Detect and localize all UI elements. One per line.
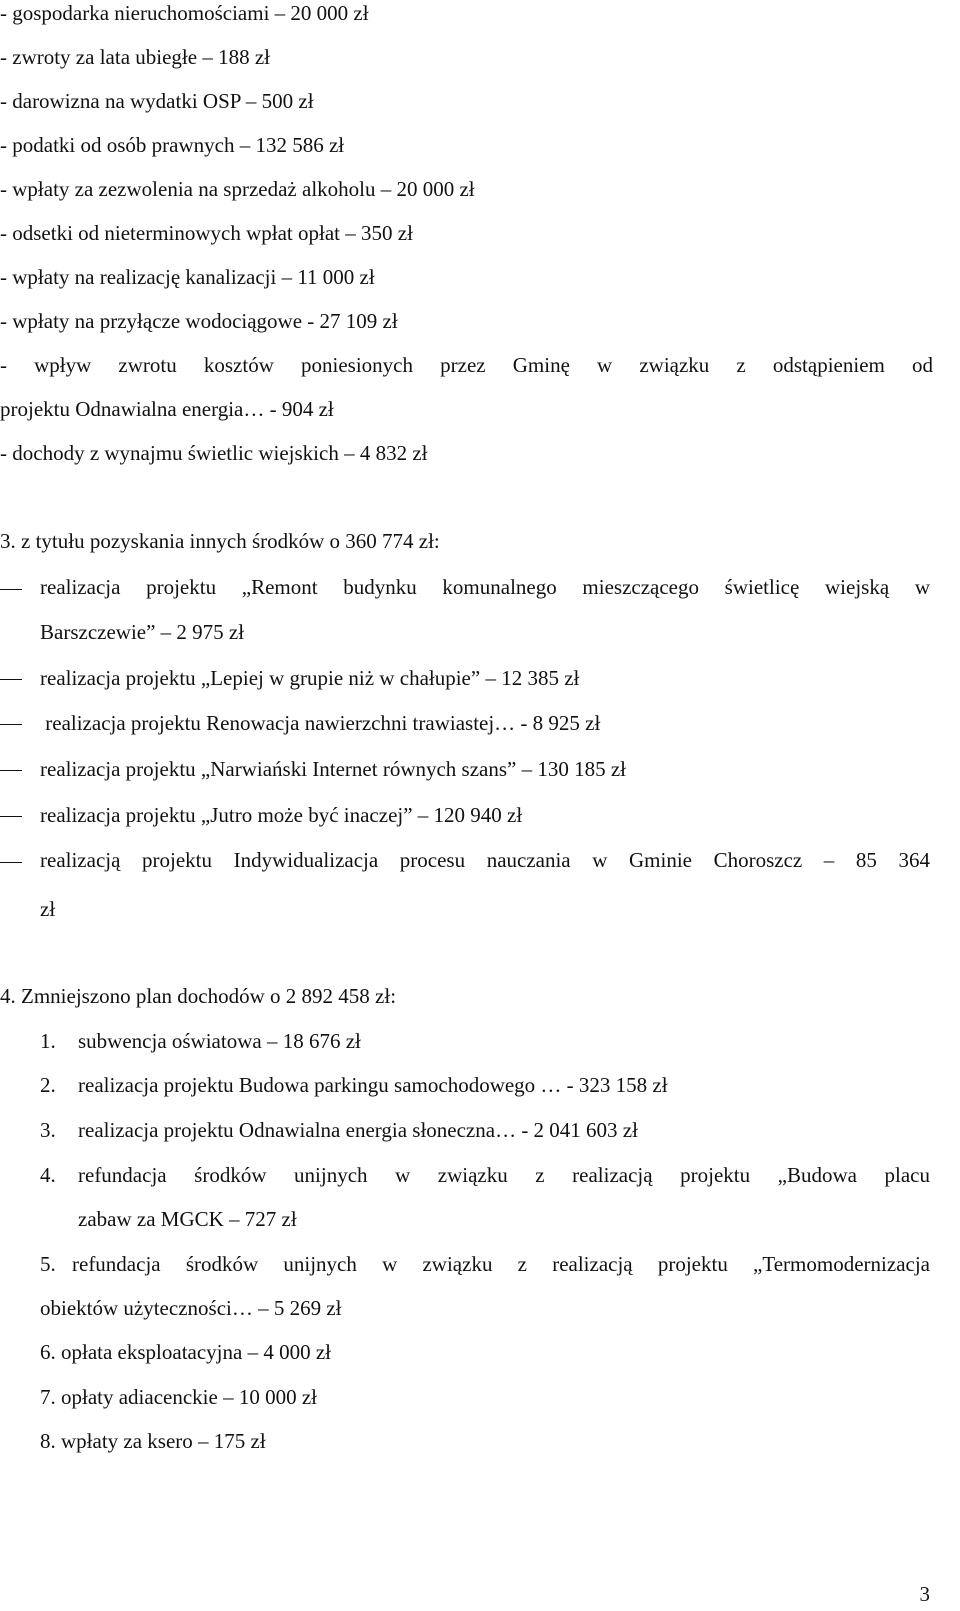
section4-item-4-line1: refundacja środków unijnych w związku z realizacją projektu „Budowa placu [78, 1163, 930, 1187]
section3-item-3: realizacja projektu Renowacja nawierzchni trawiastej… - 8 925 zł [40, 711, 601, 735]
section3-item-6-line1: realizacją projektu Indywidualizacja procesu nauczania w Gminie Choroszcz – 85 364 [40, 848, 930, 872]
section4-item-3: realizacja projektu Odnawialna energia słoneczna… - 2 041 603 zł [78, 1118, 638, 1142]
income-item: - wpłaty na przyłącze wodociągowe - 27 109 zł [0, 309, 398, 333]
income-item: - gospodarka nieruchomościami – 20 000 zł [0, 1, 369, 25]
section4-item-4-line2: zabaw za MGCK – 727 zł [78, 1207, 297, 1231]
section4-item-5-line2: obiektów użyteczności… – 5 269 zł [40, 1296, 342, 1320]
section4-item-8: 8. wpłaty za ksero – 175 zł [40, 1429, 266, 1453]
section3-item-4: realizacja projektu „Narwiański Internet równych szans” – 130 185 zł [40, 757, 627, 781]
dash-bullet [0, 862, 22, 863]
dash-bullet [0, 679, 22, 680]
section3-item-1-line2: Barszczewie” – 2 975 zł [40, 620, 245, 644]
section4-item-7: 7. opłaty adiacenckie – 10 000 zł [40, 1385, 317, 1409]
income-item-long-line1: - wpływ zwrotu kosztów poniesionych przez Gminę w związku z odstąpieniem od [0, 353, 933, 377]
income-item: - zwroty za lata ubiegłe – 188 zł [0, 45, 270, 69]
dash-bullet [0, 589, 22, 590]
list-number: 3. [40, 1118, 56, 1142]
income-item-long-line2: projektu Odnawialna energia… - 904 zł [0, 397, 334, 421]
dash-bullet [0, 724, 22, 725]
section4-heading: 4. Zmniejszono plan dochodów o 2 892 458 zł: [0, 984, 397, 1008]
page-number: 3 [919, 1582, 930, 1606]
income-item: - wpłaty za zezwolenia na sprzedaż alkoholu – 20 000 zł [0, 177, 475, 201]
income-item: - podatki od osób prawnych – 132 586 zł [0, 133, 345, 157]
income-item: - darowizna na wydatki OSP – 500 zł [0, 89, 314, 113]
section3-item-5: realizacja projektu „Jutro może być inaczej” – 120 940 zł [40, 803, 523, 827]
section3-item-6-line2: zł [40, 897, 56, 921]
section4-item-5-line1: refundacja środków unijnych w związku z realizacją projektu „Termomodernizacja [72, 1252, 930, 1276]
section3-item-1-line1: realizacja projektu „Remont budynku komunalnego mieszczącego świetlicę wiejską w [40, 575, 930, 599]
dash-bullet [0, 816, 22, 817]
section3-item-2: realizacja projektu „Lepiej w grupie niż w chałupie” – 12 385 zł [40, 666, 580, 690]
section3-heading: 3. z tytułu pozyskania innych środków o 360 774 zł: [0, 529, 440, 553]
list-number: 2. [40, 1073, 56, 1097]
section4-item-2: realizacja projektu Budowa parkingu samochodowego … - 323 158 zł [78, 1073, 668, 1097]
income-item: - odsetki od nieterminowych wpłat opłat – 350 zł [0, 221, 413, 245]
list-number: 4. [40, 1163, 56, 1187]
section4-item-1: subwencja oświatowa – 18 676 zł [78, 1029, 361, 1053]
list-number: 1. [40, 1029, 56, 1053]
income-item: - wpłaty na realizację kanalizacji – 11 000 zł [0, 265, 375, 289]
dash-bullet [0, 770, 22, 771]
list-number: 5. [40, 1252, 56, 1276]
section4-item-6: 6. opłata eksploatacyjna – 4 000 zł [40, 1340, 331, 1364]
income-item: - dochody z wynajmu świetlic wiejskich – 4 832 zł [0, 441, 428, 465]
